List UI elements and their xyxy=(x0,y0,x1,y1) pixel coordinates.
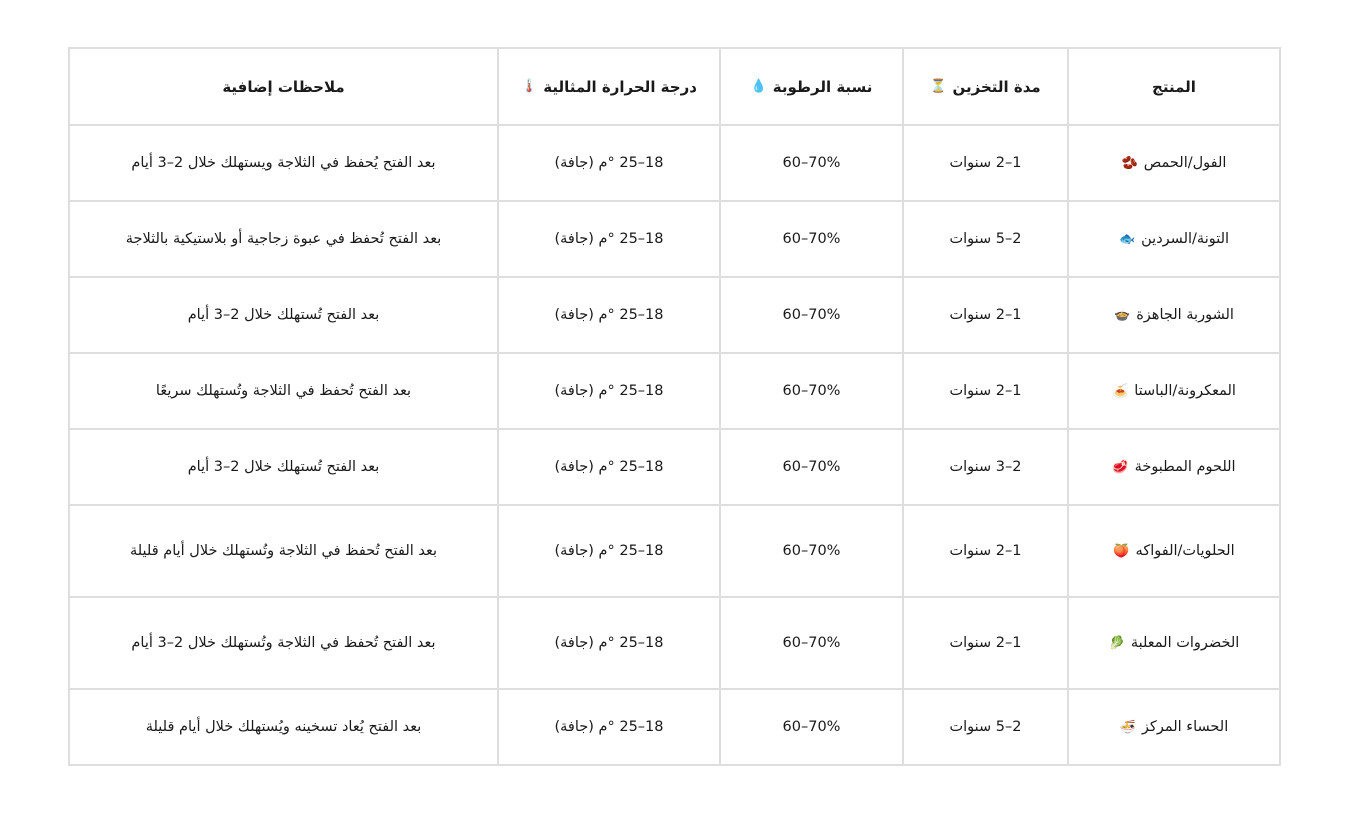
humidity-value: 60–70% xyxy=(782,543,841,559)
product-cell xyxy=(1068,429,1280,505)
thermometer-icon: 🌡️ xyxy=(521,79,538,94)
table-row xyxy=(69,689,1280,765)
product-name: الحلويات/الفواكه xyxy=(1135,543,1235,559)
product-cell xyxy=(1068,505,1280,597)
notes-cell: بعد الفتح تُحفظ في عبوة زجاجية أو بلاستيكية بالثلاجة xyxy=(69,201,498,277)
humidity-cell xyxy=(720,505,903,597)
humidity-value: 60–70% xyxy=(782,155,841,171)
temp-cell: 18–25 °م (جافة) xyxy=(498,689,720,765)
duration-cell: 1–2 سنوات xyxy=(903,597,1068,689)
humidity-cell xyxy=(720,689,903,765)
header-duration-label: مدة التخزين xyxy=(952,77,1041,96)
product-name: الشوربة الجاهزة xyxy=(1136,307,1234,323)
humidity-value: 60–70% xyxy=(782,383,841,399)
humidity-cell xyxy=(720,125,903,201)
humidity-cell xyxy=(720,353,903,429)
table-row xyxy=(69,353,1280,429)
duration-cell: 2–5 سنوات xyxy=(903,689,1068,765)
table-row xyxy=(69,597,1280,689)
duration-cell: 1–2 سنوات xyxy=(903,125,1068,201)
spaghetti-icon: 🍝 xyxy=(1112,383,1129,399)
humidity-value: 60–70% xyxy=(782,459,841,475)
product-cell xyxy=(1068,689,1280,765)
humidity-value: 60–70% xyxy=(782,231,841,247)
header-duration xyxy=(903,48,1068,125)
product-cell xyxy=(1068,201,1280,277)
table-row xyxy=(69,429,1280,505)
droplet-icon: 💧 xyxy=(750,79,767,94)
humidity-cell xyxy=(720,277,903,353)
temp-cell: 18–25 °م (جافة) xyxy=(498,353,720,429)
product-name: الفول/الحمص xyxy=(1143,155,1227,171)
header-notes xyxy=(69,48,498,125)
temp-cell: 18–25 °م (جافة) xyxy=(498,125,720,201)
hourglass-icon: ⏳ xyxy=(930,79,947,94)
header-notes-label: ملاحظات إضافية xyxy=(222,77,345,96)
humidity-value: 60–70% xyxy=(782,635,841,651)
table-row xyxy=(69,125,1280,201)
temp-cell: 18–25 °م (جافة) xyxy=(498,201,720,277)
temp-cell: 18–25 °م (جافة) xyxy=(498,505,720,597)
notes-cell: بعد الفتح تُحفظ في الثلاجة وتُستهلك خلال 2–3 أيام xyxy=(69,597,498,689)
humidity-cell xyxy=(720,597,903,689)
notes-cell: بعد الفتح تُستهلك خلال 2–3 أيام xyxy=(69,277,498,353)
duration-cell: 1–2 سنوات xyxy=(903,505,1068,597)
product-name: اللحوم المطبوخة xyxy=(1134,459,1236,475)
header-row xyxy=(69,48,1280,125)
product-name: المعكرونة/الباستا xyxy=(1134,383,1236,399)
header-humidity-label: نسبة الرطوبة xyxy=(772,77,873,96)
temp-cell: 18–25 °م (جافة) xyxy=(498,277,720,353)
notes-cell: بعد الفتح تُحفظ في الثلاجة وتُستهلك سريعًا xyxy=(69,353,498,429)
storage-table xyxy=(68,47,1281,766)
fish-icon: 🐟 xyxy=(1118,231,1136,247)
humidity-cell xyxy=(720,201,903,277)
temp-cell: 18–25 °م (جافة) xyxy=(498,429,720,505)
product-cell xyxy=(1068,277,1280,353)
notes-cell: بعد الفتح تُستهلك خلال 2–3 أيام xyxy=(69,429,498,505)
duration-cell: 1–2 سنوات xyxy=(903,277,1068,353)
duration-cell: 2–3 سنوات xyxy=(903,429,1068,505)
leafy-greens-icon: 🥬 xyxy=(1108,635,1125,651)
duration-cell: 2–5 سنوات xyxy=(903,201,1068,277)
table-row xyxy=(69,277,1280,353)
noodle-bowl-icon: 🍜 xyxy=(1119,719,1136,735)
humidity-value: 60–70% xyxy=(782,307,841,323)
header-product-label: المنتج xyxy=(1152,77,1196,96)
peach-icon: 🍑 xyxy=(1113,543,1130,559)
product-name: الخضروات المعلبة xyxy=(1130,635,1240,651)
product-name: التونة/السردين xyxy=(1141,231,1230,247)
notes-cell: بعد الفتح تُحفظ في الثلاجة وتُستهلك خلال أيام قليلة xyxy=(69,505,498,597)
product-cell xyxy=(1068,597,1280,689)
product-name: الحساء المركز xyxy=(1141,719,1229,735)
product-cell xyxy=(1068,125,1280,201)
header-humidity xyxy=(720,48,903,125)
header-temp-label: درجة الحرارة المثالية xyxy=(543,77,697,96)
temp-cell: 18–25 °م (جافة) xyxy=(498,597,720,689)
duration-cell: 1–2 سنوات xyxy=(903,353,1068,429)
header-product xyxy=(1068,48,1280,125)
table-row xyxy=(69,505,1280,597)
beans-icon: 🫘 xyxy=(1121,155,1138,171)
header-temp xyxy=(498,48,720,125)
humidity-value: 60–70% xyxy=(782,719,841,735)
soup-pot-icon: 🍲 xyxy=(1114,307,1131,323)
table-row xyxy=(69,201,1280,277)
humidity-cell xyxy=(720,429,903,505)
meat-icon: 🥩 xyxy=(1112,459,1129,475)
notes-cell: بعد الفتح يُعاد تسخينه ويُستهلك خلال أيام قليلة xyxy=(69,689,498,765)
product-cell xyxy=(1068,353,1280,429)
notes-cell: بعد الفتح يُحفظ في الثلاجة ويستهلك خلال 2–3 أيام xyxy=(69,125,498,201)
